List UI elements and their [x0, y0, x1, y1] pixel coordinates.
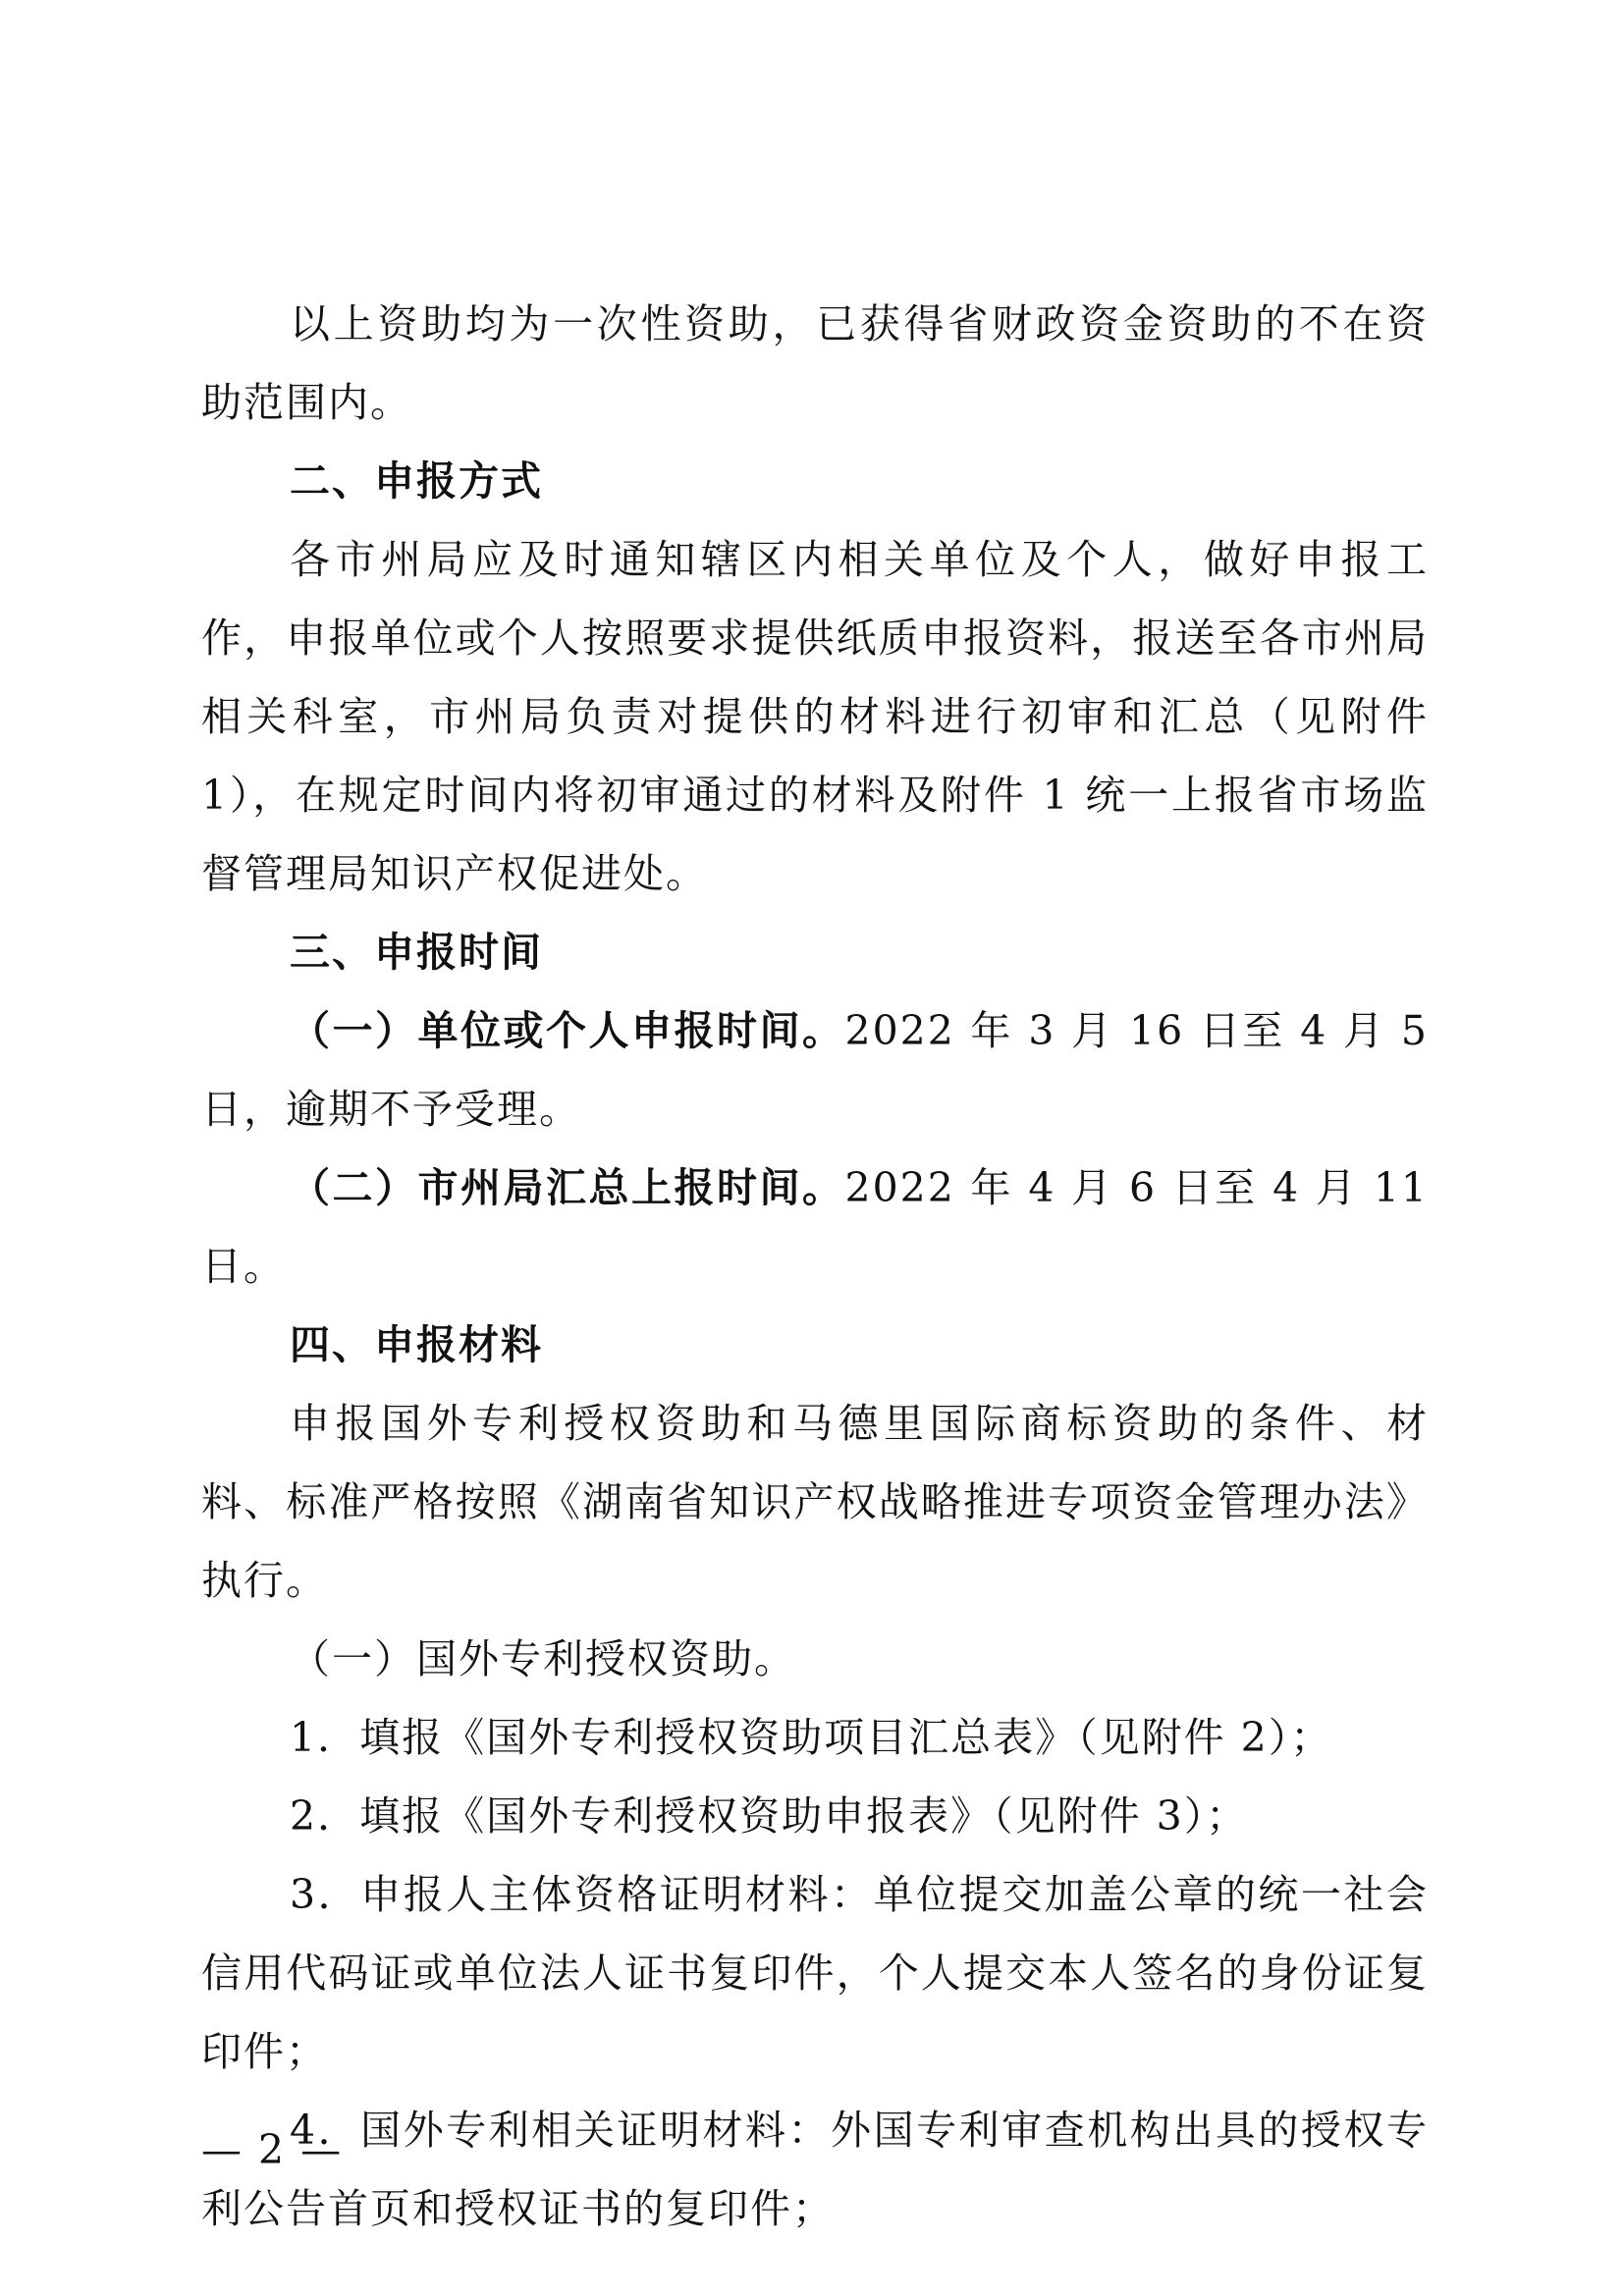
time-2-rest: 2022 年 4 月 6 日至 4 月 11 日。 [201, 1164, 1429, 1290]
heading-application-materials: 四、申报材料 [290, 1321, 543, 1368]
time-1-rest: 2022 年 3 月 16 日至 4 月 5 日，逾期不予受理。 [201, 1007, 1429, 1133]
list-item-4: 4．国外专利相关证明材料：外国专利审查机构出具的授权专利公告首页和授权证书的复印件； [201, 2107, 1429, 2232]
list-item-2: 2．填报《国外专利授权资助申报表》（见附件 3）； [290, 1792, 1249, 1840]
page-number: — 2 — [201, 2126, 344, 2173]
paragraph-time-1 [201, 991, 1429, 1148]
document-body [201, 285, 1429, 2248]
paragraph-application-method: 各市州局应及时通知辖区内相关单位及个人，做好申报工作，申报单位或个人按照要求提供纸质申报资料，报送至各市州局相关科室，市州局负责对提供的材料进行初审和汇总（见附件1），在规定时间内将初审通过的材料及附件 1 统一上报省市场监督管理局知识产权促进处。 [201, 536, 1429, 897]
list-item-3: 3．申报人主体资格证明材料：单位提交加盖公章的统一社会信用代码证或单位法人证书复印件，个人提交本人签名的身份证复印件； [201, 1871, 1429, 2075]
heading-application-time: 三、申报时间 [290, 929, 543, 976]
paragraph-materials: 申报国外专利授权资助和马德里国际商标资助的条件、材料、标准严格按照《湖南省知识产权战略推进专项资金管理办法》执行。 [201, 1400, 1429, 1604]
time-2-lead: （二）市州局汇总上报时间。 [290, 1164, 845, 1211]
heading-application-method: 二、申报方式 [290, 457, 543, 505]
list-item-1: 1．填报《国外专利授权资助项目汇总表》（见附件 2）； [290, 1714, 1333, 1761]
paragraph-time-2 [201, 1148, 1429, 1306]
paragraph-funding-scope: 以上资助均为一次性资助，已获得省财政资金资助的不在资助范围内。 [201, 300, 1429, 426]
subheading-foreign-patent: （一）国外专利授权资助。 [290, 1635, 796, 1682]
time-1-lead: （一）单位或个人申报时间。 [290, 1007, 845, 1054]
